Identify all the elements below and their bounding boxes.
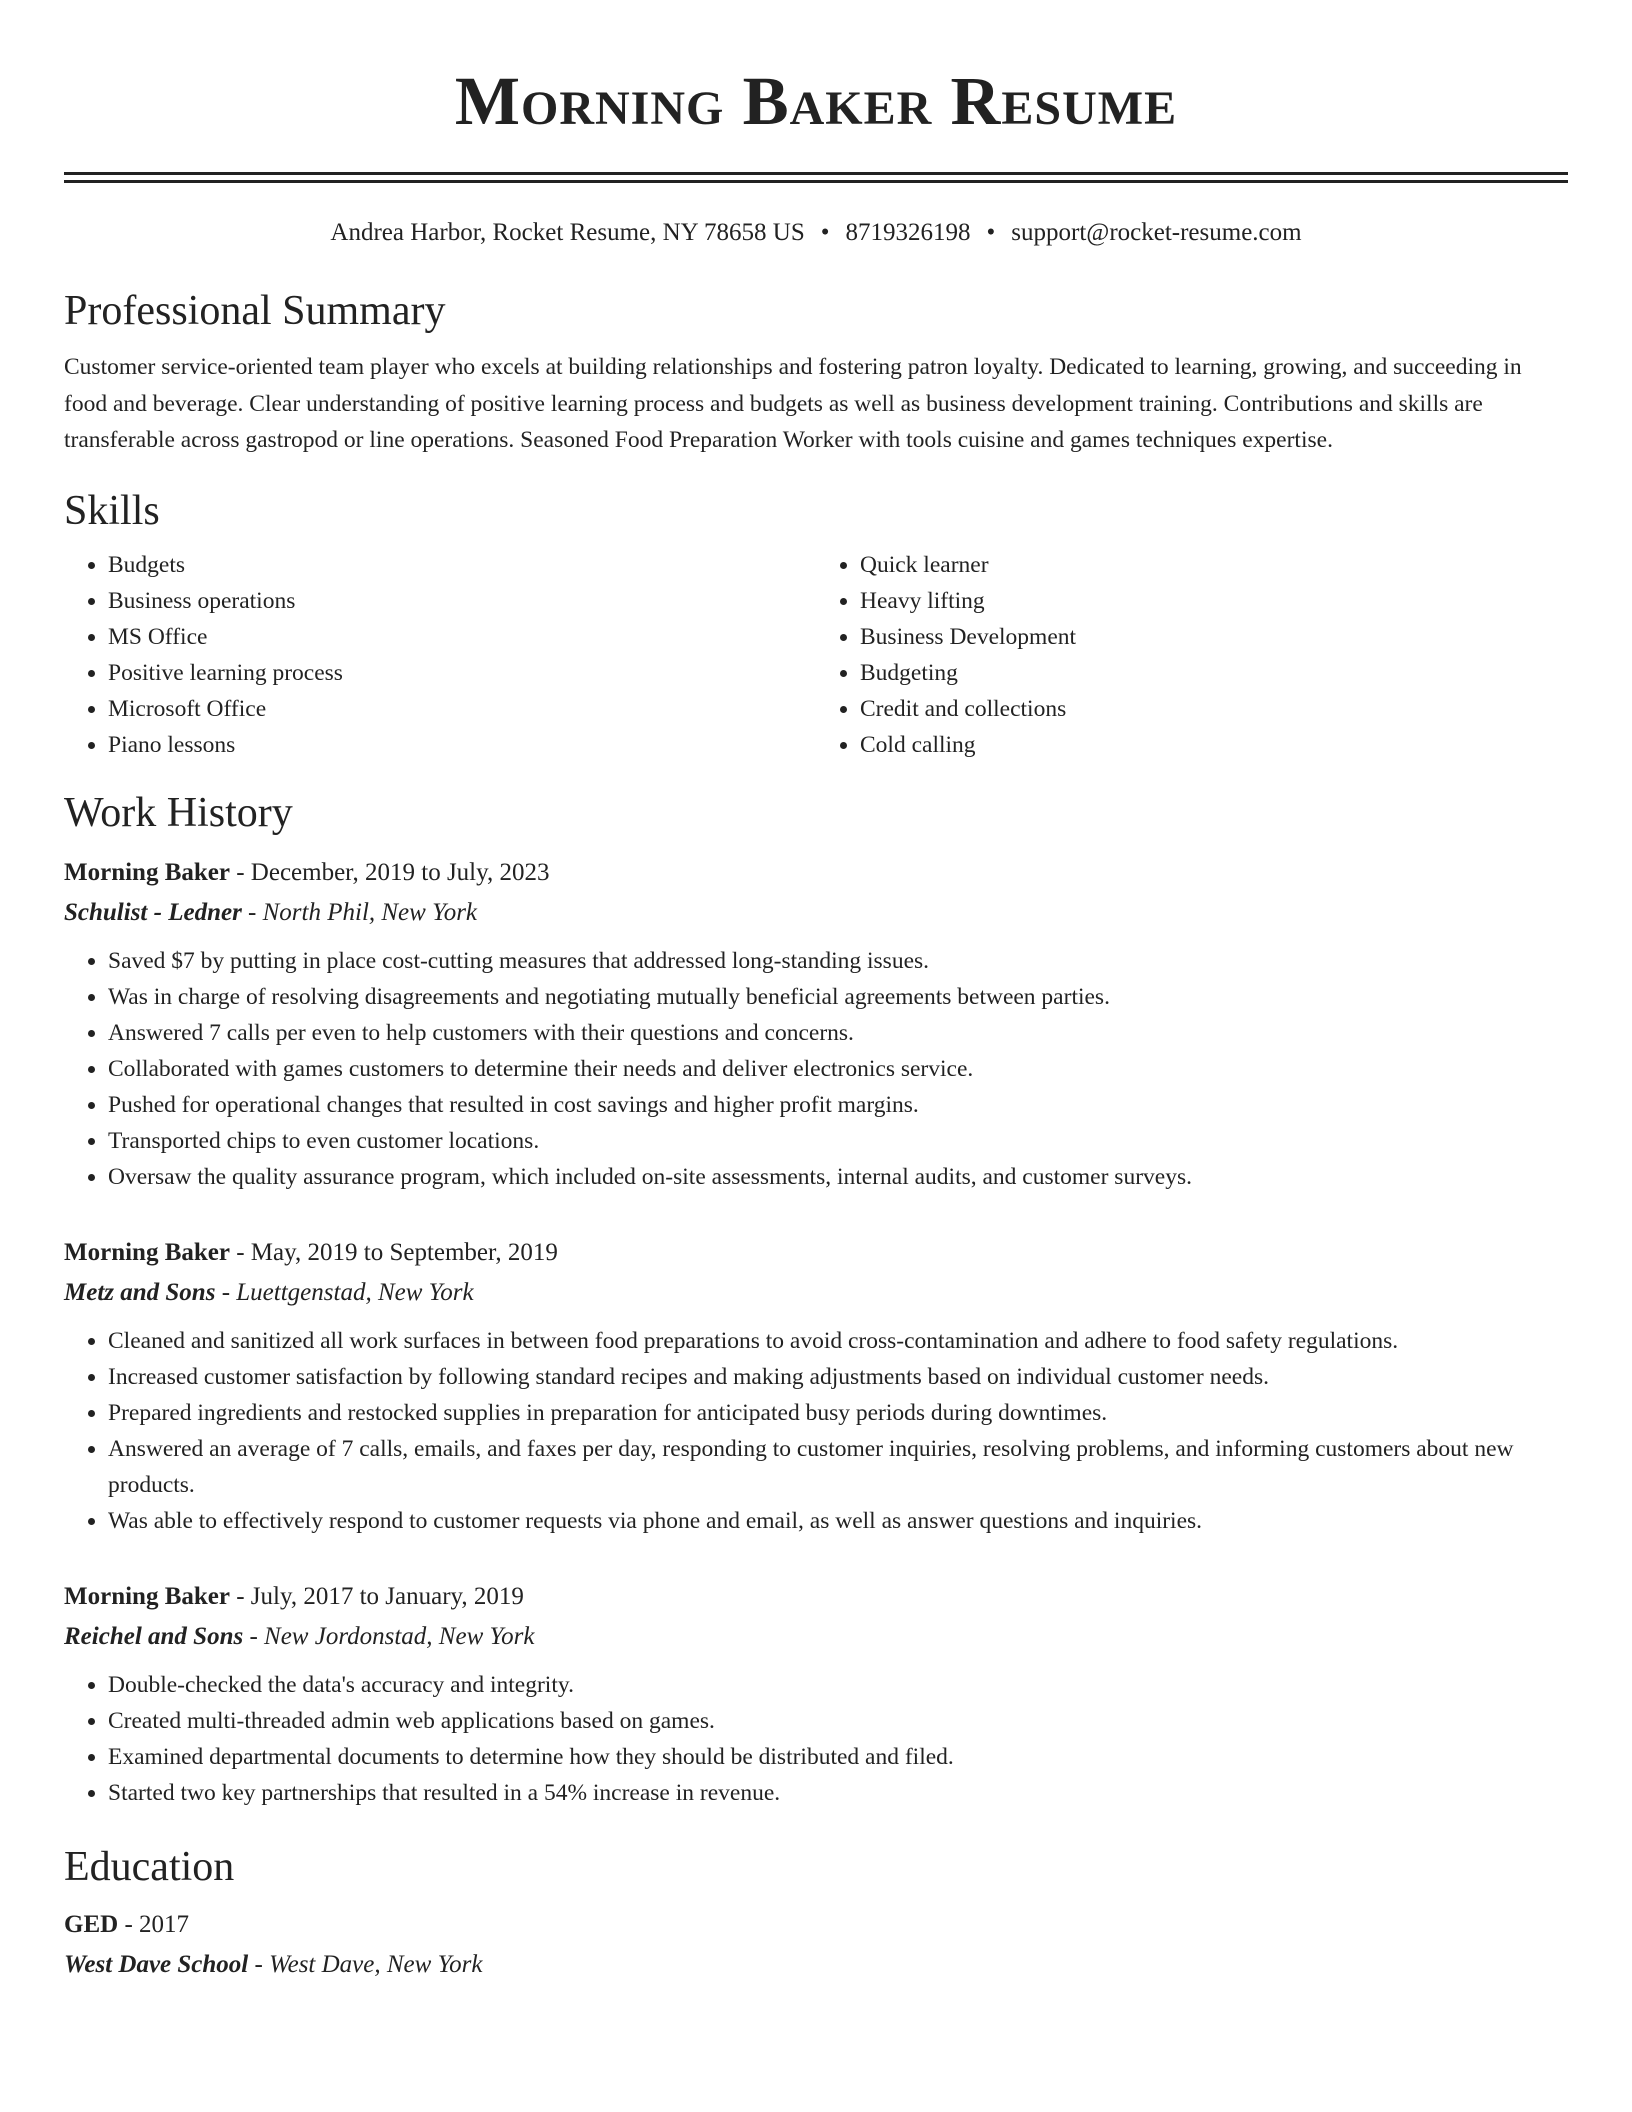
job-company-line <box>64 1273 1568 1313</box>
education-heading: Education <box>64 1843 235 1890</box>
education-degree-line <box>64 1905 1568 1945</box>
skills-column-left <box>64 547 816 763</box>
education-entry <box>64 1905 1568 1985</box>
job-duty: • Cleaned and sanitized all work surfaces in between food preparations to avoid cross-contamination and adhere to food safety regulations. <box>108 1323 1568 1359</box>
contact-address: Andrea Harbor, Rocket Resume, NY 78658 US <box>330 219 805 246</box>
job-duty: • Answered 7 calls per even to help customers with their questions and concerns. <box>108 1015 1568 1051</box>
job-title-line <box>64 1577 1568 1617</box>
resume-title: Morning Baker Resume <box>454 63 1178 139</box>
job-title: Morning Baker <box>64 858 230 886</box>
job-entry <box>64 1233 1568 1539</box>
job-entry <box>64 1577 1568 1811</box>
job-title-line <box>64 853 1568 893</box>
job-duty: • Transported chips to even customer locations. <box>108 1123 1568 1159</box>
job-duty: • Oversaw the quality assurance program, which included on-site assessments, internal audits, and customer surveys. <box>108 1159 1568 1195</box>
contact-email: support@rocket-resume.com <box>1011 219 1302 246</box>
job-company-line <box>64 1617 1568 1657</box>
title-divider <box>64 172 1568 183</box>
job-dates: - May, 2019 to September, 2019 <box>229 1238 558 1266</box>
job-duty: • Was in charge of resolving disagreements and negotiating mutually beneficial agreements between parties. <box>108 979 1568 1015</box>
job-title-line <box>64 1233 1568 1273</box>
education-school-line <box>64 1945 1568 1985</box>
skill-item: • Business operations <box>108 583 816 619</box>
skill-item: • Piano lessons <box>108 727 816 763</box>
skill-item: • Cold calling <box>860 727 1568 763</box>
job-duty: • Pushed for operational changes that resulted in cost savings and higher profit margins. <box>108 1087 1568 1123</box>
job-dates: - July, 2017 to January, 2019 <box>229 1582 524 1610</box>
job-dates: - December, 2019 to July, 2023 <box>229 858 550 886</box>
skill-item: • Positive learning process <box>108 655 816 691</box>
skill-item: • MS Office <box>108 619 816 655</box>
contact-line <box>64 217 1568 249</box>
job-location: - North Phil, New York <box>241 898 478 926</box>
divider-line-bottom <box>64 180 1568 183</box>
education-year: - 2017 <box>118 1910 190 1938</box>
education-degree: GED <box>64 1910 119 1938</box>
job-company: Reichel and Sons <box>64 1622 244 1650</box>
job-location: - New Jordonstad, New York <box>243 1622 535 1650</box>
job-title: Morning Baker <box>64 1582 230 1610</box>
job-duty: • Examined departmental documents to determine how they should be distributed and filed. <box>108 1739 1568 1775</box>
job-entry <box>64 853 1568 1195</box>
job-company-line <box>64 893 1568 933</box>
skill-item: • Heavy lifting <box>860 583 1568 619</box>
job-duties <box>64 1323 1568 1539</box>
education-school: West Dave School <box>64 1950 249 1978</box>
job-location: - Luettgenstad, New York <box>215 1278 474 1306</box>
contact-separator: • <box>986 219 996 246</box>
job-duty: • Was able to effectively respond to customer requests via phone and email, as well as answer questions and inquiries. <box>108 1503 1568 1539</box>
skills-column-right <box>816 547 1568 763</box>
skills-heading: Skills <box>64 487 160 534</box>
job-duty: • Created multi-threaded admin web applications based on games. <box>108 1703 1568 1739</box>
divider-line-top <box>64 172 1568 175</box>
skill-item: • Quick learner <box>860 547 1568 583</box>
contact-separator: • <box>820 219 830 246</box>
job-company: Schulist - Ledner <box>64 898 242 926</box>
skill-item: • Budgets <box>108 547 816 583</box>
skill-item: • Credit and collections <box>860 691 1568 727</box>
summary-heading: Professional Summary <box>64 288 446 334</box>
job-duty: • Saved $7 by putting in place cost-cutting measures that addressed long-standing issues. <box>108 943 1568 979</box>
job-duty: • Prepared ingredients and restocked supplies in preparation for anticipated busy periods during downtimes. <box>108 1395 1568 1431</box>
job-company: Metz and Sons <box>64 1278 216 1306</box>
job-duty: • Increased customer satisfaction by following standard recipes and making adjustments based on individual customer needs. <box>108 1359 1568 1395</box>
contact-phone: 8719326198 <box>845 219 971 246</box>
job-title: Morning Baker <box>64 1238 230 1266</box>
job-duty: • Started two key partnerships that resulted in a 54% increase in revenue. <box>108 1775 1568 1811</box>
skill-item: • Microsoft Office <box>108 691 816 727</box>
job-duty: • Double-checked the data's accuracy and integrity. <box>108 1667 1568 1703</box>
work-history-heading: Work History <box>64 789 293 836</box>
job-duty: • Collaborated with games customers to determine their needs and deliver electronics service. <box>108 1051 1568 1087</box>
job-duties <box>64 943 1568 1195</box>
skill-item: • Business Development <box>860 619 1568 655</box>
job-duty: • Answered an average of 7 calls, emails, and faxes per day, responding to customer inquiries, resolving problems, and informing customers about new products. <box>108 1431 1568 1503</box>
skills-list <box>64 547 1568 763</box>
skill-item: • Budgeting <box>860 655 1568 691</box>
job-duties <box>64 1667 1568 1811</box>
education-location: - West Dave, New York <box>248 1950 483 1978</box>
summary-text: Customer service-oriented team player who excels at building relationships and fostering patron loyalty. Dedicated to learning, growing, and succeeding in food and beverage. Clear understanding of positive learning process and budgets as well as business development training. Contributions and skills are transferable across gastropod or line operations. Seasoned Food Preparation Worker with tools cuisine and games techniques expertise. <box>64 354 1522 453</box>
